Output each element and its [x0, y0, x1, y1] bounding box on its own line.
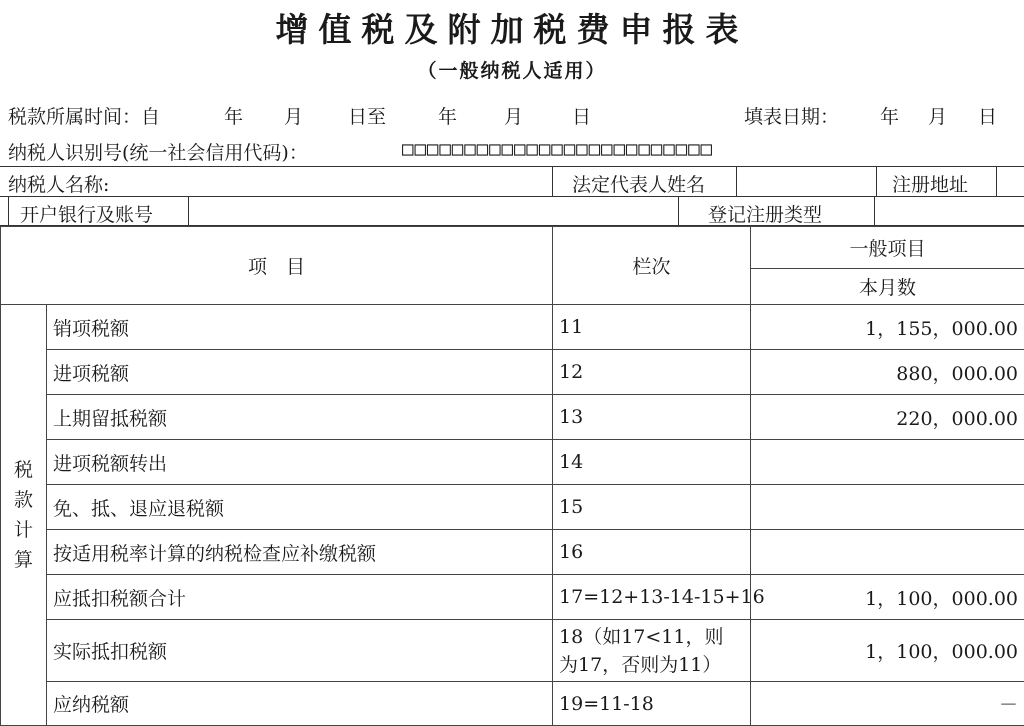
- table-row: [1, 395, 1024, 440]
- table-row: [1, 620, 1024, 682]
- row-code: 16: [553, 530, 751, 575]
- row-item: 销项税额: [47, 305, 553, 350]
- table-row: [1, 485, 1024, 530]
- row-value[interactable]: 880，000.00: [751, 350, 1024, 395]
- row-code: 15: [553, 485, 751, 530]
- row-value[interactable]: －: [751, 682, 1024, 726]
- legal-rep-label: 法定代表人姓名: [572, 170, 705, 197]
- period-month2: 月: [504, 102, 523, 129]
- row-value[interactable]: 1，100，000.00: [751, 575, 1024, 620]
- fill-day: 日: [978, 102, 997, 129]
- taxpayer-id-label: 纳税人识别号(统一社会信用代码)：: [8, 138, 308, 165]
- row-item: 应抵扣税额合计: [47, 575, 553, 620]
- item-header: 项 目: [1, 227, 553, 305]
- period-month: 月: [284, 102, 303, 129]
- row-value[interactable]: [751, 530, 1024, 575]
- row-code: 12: [553, 350, 751, 395]
- tax-calculation-section-label: 税 款 计 算: [1, 305, 47, 726]
- table-row: [1, 440, 1024, 485]
- fill-month: 月: [928, 102, 947, 129]
- row-value[interactable]: 1，155，000.00: [751, 305, 1024, 350]
- column-number-header: 栏次: [553, 227, 751, 305]
- row-code: 13: [553, 395, 751, 440]
- row-item: 实际抵扣税额: [47, 620, 553, 682]
- taxpayer-id-line: [8, 138, 1020, 166]
- row-value[interactable]: [751, 440, 1024, 485]
- row-code: 19=11-18: [553, 682, 751, 726]
- bank-account-label: 开户银行及账号: [20, 200, 153, 227]
- row-code: 14: [553, 440, 751, 485]
- period-line: [8, 102, 1020, 132]
- table-row: [1, 530, 1024, 575]
- form-subtitle: （一般纳税人适用）: [0, 56, 1024, 83]
- current-month-header: 本月数: [751, 269, 1024, 305]
- row-value[interactable]: [751, 485, 1024, 530]
- row-code: 17=12+13-14-15+16: [553, 575, 751, 620]
- header-row: [1, 227, 1024, 269]
- taxpayer-id-boxes[interactable]: □□□□□□□□□□□□□□□□□□□□□□□□□: [402, 138, 713, 160]
- row-code: 18（如17<11，则 为17，否则为11）: [553, 620, 751, 682]
- row-code: 11: [553, 305, 751, 350]
- row-item: 应纳税额: [47, 682, 553, 726]
- row-item: 进项税额: [47, 350, 553, 395]
- table-row: [1, 350, 1024, 395]
- form-title: 增值税及附加税费申报表: [0, 4, 1024, 51]
- tax-calculation-table: [0, 226, 1024, 726]
- fill-date-label: 填表日期：: [744, 102, 839, 129]
- period-day2: 日: [572, 102, 591, 129]
- row-item: 按适用税率计算的纳税检查应补缴税额: [47, 530, 553, 575]
- table-row: [1, 305, 1024, 350]
- row-item: 上期留抵税额: [47, 395, 553, 440]
- row-item: 免、抵、退应退税额: [47, 485, 553, 530]
- taxpayer-name-label: 纳税人名称:: [8, 170, 109, 197]
- fill-year: 年: [880, 102, 899, 129]
- table-row: [1, 575, 1024, 620]
- row-value[interactable]: 1，100，000.00: [751, 620, 1024, 682]
- reg-type-label: 登记注册类型: [708, 200, 822, 227]
- period-day-to: 日至: [348, 102, 386, 129]
- general-item-header: 一般项目: [751, 227, 1024, 269]
- reg-address-label: 注册地址: [892, 170, 968, 197]
- row-item: 进项税额转出: [47, 440, 553, 485]
- row-value[interactable]: 220，000.00: [751, 395, 1024, 440]
- period-label: 税款所属时间：自: [8, 102, 160, 129]
- period-year2: 年: [438, 102, 457, 129]
- period-year: 年: [224, 102, 243, 129]
- table-row: [1, 682, 1024, 726]
